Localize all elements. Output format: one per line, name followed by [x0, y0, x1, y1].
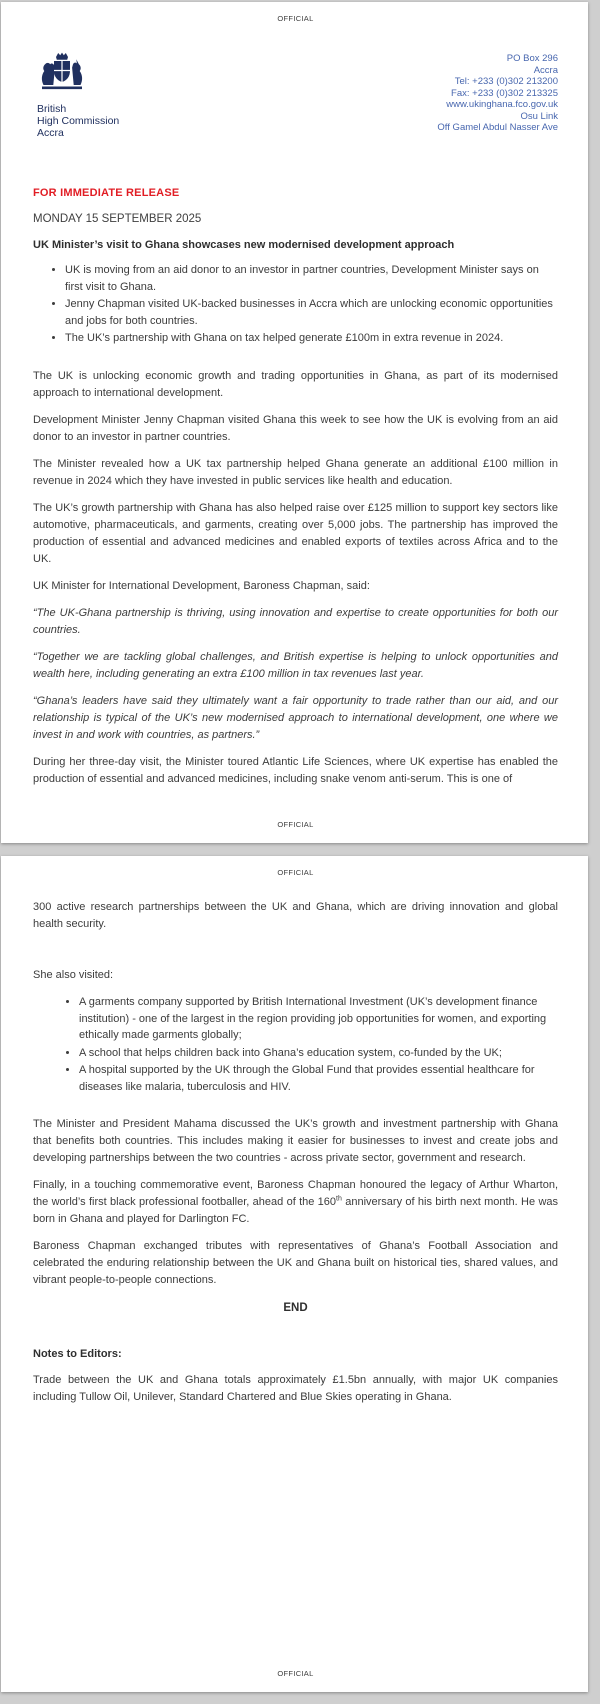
- paragraph-wharton: [33, 1177, 558, 1228]
- visited-item-school: • A school that helps children back into Ghana’s education system, co-funded by the UK;: [79, 1045, 558, 1062]
- classification-banner-top: OFFICIAL: [277, 14, 314, 23]
- logo-line-3: Accra: [37, 127, 64, 139]
- paragraph-atlantic-life-sciences: During her three-day visit, the Minister toured Atlantic Life Sciences, where UK expertise has enabled the production of essential and advanced medicines, including snake venom anti-serum. This is one of: [33, 755, 558, 785]
- visited-label: She also visited:: [33, 969, 114, 981]
- contact-website: www.ukinghana.fco.gov.uk: [446, 99, 558, 110]
- key-point-1: • UK is moving from an aid donor to an investor in partner countries, Development Minister says on first visit to Ghana.: [65, 262, 558, 295]
- paragraph-mahama: The Minister and President Mahama discussed the UK’s growth and investment partnership with Ghana that benefits both countries. This includes making it easier for businesses to invest and create jobs and developing partnerships between the two countries - across private sector, government and research.: [33, 1118, 558, 1164]
- contact-tel: Tel: +233 (0)302 213200: [454, 76, 558, 87]
- key-point-2: • Jenny Chapman visited UK-backed businesses in Accra which are unlocking economic opportunities and jobs for both countries.: [65, 296, 558, 329]
- page-1: [1, 2, 588, 843]
- notes-to-editors-heading: Notes to Editors:: [33, 1348, 122, 1360]
- logo-wordmark: [37, 103, 119, 139]
- key-point-3: • The UK’s partnership with Ghana on tax helped generate £100m in extra revenue in 2024.: [65, 330, 558, 347]
- page-2: [1, 856, 588, 1692]
- royal-crest-icon: [37, 51, 119, 98]
- classification-banner-bottom: OFFICIAL: [277, 1669, 314, 1678]
- paragraph-research-partnerships: 300 active research partnerships between the UK and Ghana, which are driving innovation and global health security.: [33, 901, 558, 930]
- key-points-list: [33, 262, 558, 348]
- visited-list: [33, 994, 558, 1096]
- paragraph-uk-unlocking: The UK is unlocking economic growth and trading opportunities in Ghana, as part of its modernised approach to international development.: [33, 369, 558, 399]
- classification-banner-top: OFFICIAL: [277, 868, 314, 877]
- wharton-text-after: anniversary of his birth next month. He was born in Ghana and played for Darlington FC.: [33, 1196, 558, 1225]
- wharton-ordinal-suffix: th: [336, 1195, 342, 1203]
- release-tag: FOR IMMEDIATE RELEASE: [33, 187, 180, 199]
- document-viewer: [0, 2, 600, 1692]
- letterhead: [33, 51, 558, 139]
- logo-line-1: British: [37, 103, 67, 115]
- wharton-text-before: Finally, in a touching commemorative event, Baroness Chapman honoured the legacy of Arthur Wharton, the world’s first black professional footballer, ahead of the 160: [33, 1179, 558, 1208]
- quote-fair-opportunity: “Ghana’s leaders have said they ultimately want a fair opportunity to trade rather than our aid, and our relationship is typical of the UK’s new modernised approach to international development, one where we invest in and work with countries, as partners.”: [33, 694, 558, 741]
- contact-fax: Fax: +233 (0)302 213325: [451, 87, 558, 99]
- date-line: MONDAY 15 SEPTEMBER 2025: [33, 213, 202, 225]
- paragraph-tax-partnership: The Minister revealed how a UK tax partnership helped Ghana generate an additional £100 million in revenue in 2024 which they have invested in public services like health and education.: [33, 457, 558, 487]
- end-marker: END: [283, 1302, 308, 1314]
- headline: UK Minister’s visit to Ghana showcases new modernised development approach: [33, 239, 455, 251]
- paragraph-trade: Trade between the UK and Ghana totals approximately £1.5bn annually, with major UK companies including Tullow Oil, Unilever, Standard Chartered and Blue Skies operating in Ghana.: [33, 1374, 558, 1403]
- classification-banner-bottom: OFFICIAL: [277, 820, 314, 829]
- paragraph-said-intro: UK Minister for International Development, Baroness Chapman, said:: [33, 579, 370, 592]
- logo-line-2: High Commission: [37, 115, 120, 127]
- contact-po-box: PO Box 296: [506, 53, 558, 64]
- quote-global-challenges: “Together we are tackling global challenges, and British expertise is helping to unlock opportunities and wealth here, including generating an extra £100 million in tax revenues last year.: [33, 650, 558, 680]
- visited-item-hospital: • A hospital supported by the UK through the Global Fund that provides essential healthcare for diseases like malaria, tuberculosis and HIV.: [79, 1062, 558, 1095]
- contact-city: Accra: [533, 64, 558, 76]
- paragraph-growth-partnership: The UK’s growth partnership with Ghana has also helped raise over £125 million to support key sectors like automotive, pharmaceuticals, and garments, creating over 5,000 jobs. The partnership has improved the production of essential and advanced medicines and enabled exports of textiles across Africa and to the UK.: [33, 501, 558, 565]
- visited-item-garments: • A garments company supported by British International Investment (UK’s development finance institution) - one of the largest in the region providing job opportunities for women, and exporting ethically made garments globally;: [79, 994, 558, 1044]
- contact-details: [437, 53, 558, 134]
- bhc-logo: [37, 51, 119, 139]
- paragraph-tributes: Baroness Chapman exchanged tributes with representatives of Ghana’s Football Association and celebrated the enduring relationship between the UK and Ghana built on historical ties, shared values, and vibrant people-to-people connections.: [33, 1240, 558, 1286]
- contact-street-2: Off Gamel Abdul Nasser Ave: [437, 122, 558, 133]
- quote-thriving: “The UK-Ghana partnership is thriving, using innovation and expertise to create opportunities for both our countries.: [33, 606, 558, 636]
- paragraph-minister-visit: Development Minister Jenny Chapman visited Ghana this week to see how the UK is evolving from an aid donor to an investor in partner countries.: [33, 413, 558, 443]
- contact-street-1: Osu Link: [520, 110, 558, 122]
